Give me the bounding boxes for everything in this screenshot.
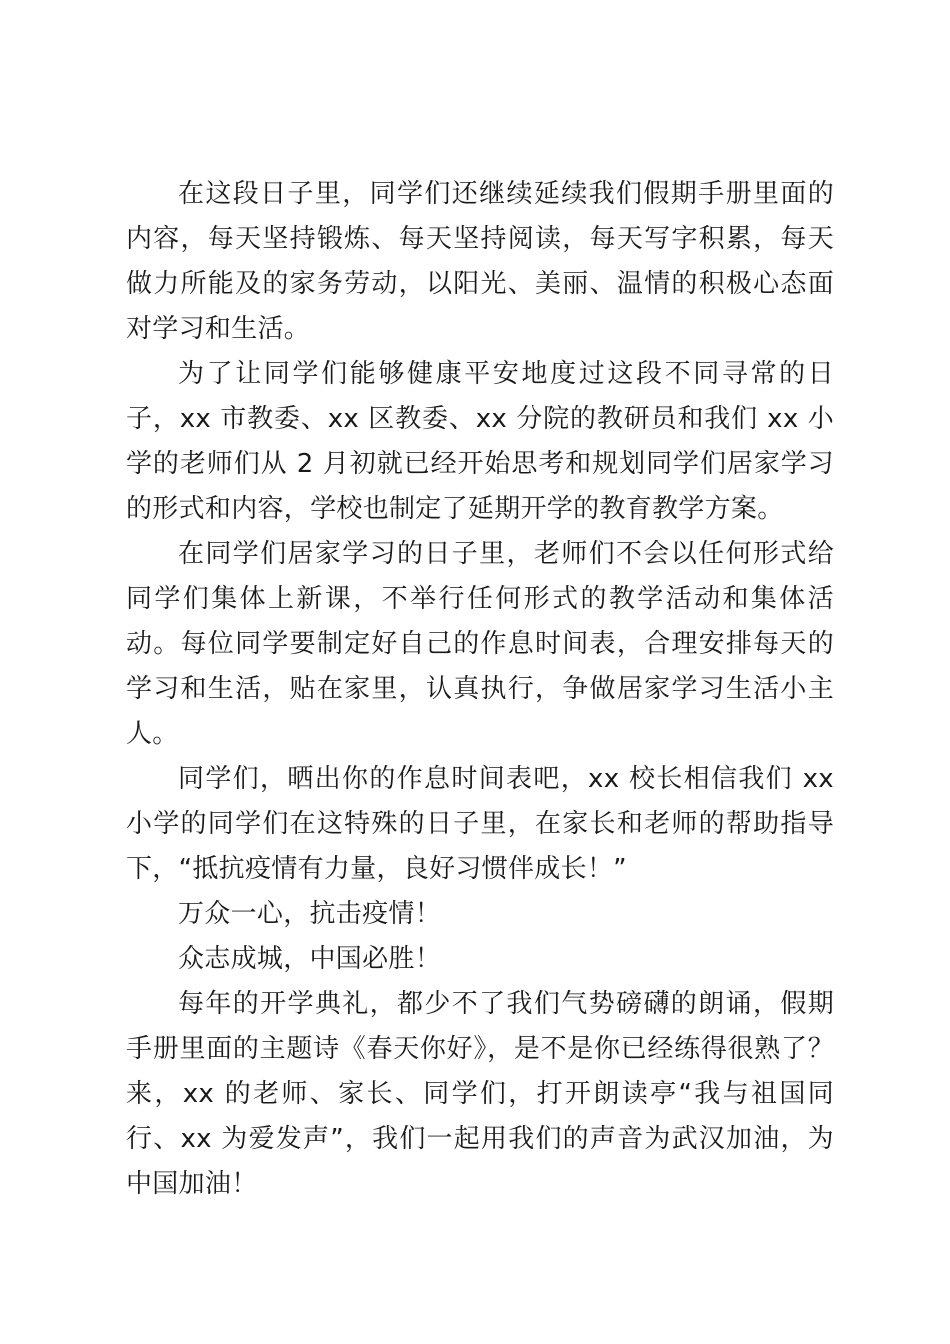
paragraph-3: 在同学们居家学习的日子里，老师们不会以任何形式给同学们集体上新课，不举行任何形式的教学活动和集体活动。每位同学要制定好自己的作息时间表，合理安排每天的学习和生活，贴在家里，认真执行，争做居家学习生活小主人。 bbox=[126, 539, 834, 749]
document-body bbox=[126, 172, 834, 1207]
paragraph-2: 为了让同学们能够健康平安地度过这段不同寻常的日子，xx 市教委、xx 区教委、xx 分院的教研员和我们 xx 小学的老师们从 2 月初就已经开始思考和规划同学们居家学习的形式和内容，学校也制定了延期开学的教育教学方案。 bbox=[126, 359, 834, 524]
paragraph-4: 同学们，晒出你的作息时间表吧，xx 校长相信我们 xx 小学的同学们在这特殊的日子里，在家长和老师的帮助指导下，“抵抗疫情有力量，良好习惯伴成长！” bbox=[126, 764, 834, 884]
paragraph-1: 在这段日子里，同学们还继续延续我们假期手册里面的内容，每天坚持锻炼、每天坚持阅读，每天写字积累，每天做力所能及的家务劳动，以阳光、美丽、温情的积极心态面对学习和生活。 bbox=[126, 179, 834, 344]
paragraph-7: 每年的开学典礼，都少不了我们气势磅礴的朗诵，假期手册里面的主题诗《春天你好》，是不是你已经练得很熟了？来，xx 的老师、家长、同学们，打开朗读亭“我与祖国同行、xx 为爱发声”，我们一起用我们的声音为武汉加油，为中国加油！ bbox=[126, 989, 834, 1199]
paragraph-6: 众志成城，中国必胜！ bbox=[178, 944, 442, 974]
paragraph-5: 万众一心，抗击疫情！ bbox=[178, 899, 442, 929]
